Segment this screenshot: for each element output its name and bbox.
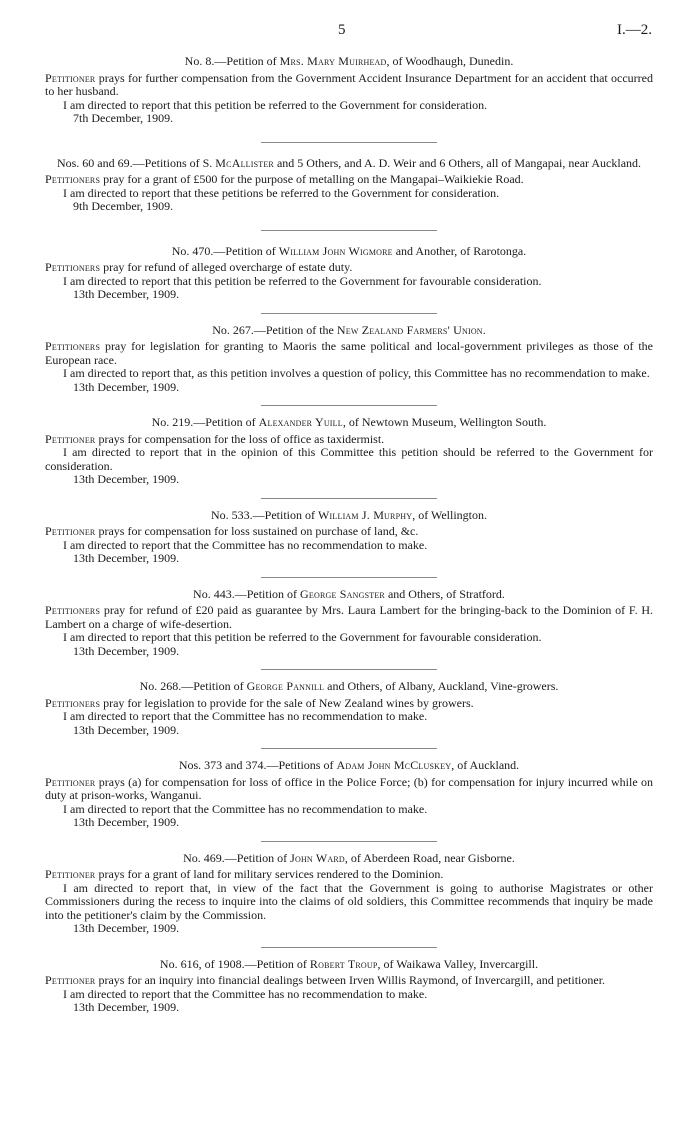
section-divider xyxy=(261,947,437,948)
petition-date: 13th December, 1909. xyxy=(73,643,180,658)
petition-body: Petitioner prays for an inquiry into financial dealings between Irven Willis Raymond, of Invercargill, and petitioner. xyxy=(45,973,606,987)
page-number: 5 xyxy=(338,22,346,38)
petitions-list xyxy=(45,55,653,1015)
petitioner-label: Petitioner xyxy=(45,973,96,987)
petition-title: No. 469.—Petition of John Ward, of Aberdeen Road, near Gisborne. xyxy=(183,850,515,865)
petition-date: 13th December, 1909. xyxy=(73,815,180,829)
petition-entry xyxy=(45,759,653,830)
section-divider xyxy=(261,669,437,670)
petition-entry xyxy=(45,416,653,487)
petitioner-name: Adam John McCluskey xyxy=(336,758,452,772)
petition-title: No. 219.—Petition of Alexander Yuill, of Newtown Museum, Wellington South. xyxy=(151,415,547,429)
section-divider xyxy=(261,405,437,406)
petition-date: 13th December, 1909. xyxy=(73,551,180,565)
petition-date: 13th December, 1909. xyxy=(73,379,180,394)
petition-body: Petitioners pray for refund of £20 paid as guarantee by Mrs. Laura Lambert for the bringing-back to the Dominion of F. H. Lambert on a charge of wife-desertion. xyxy=(45,603,653,631)
petition-title: No. 267.—Petition of the New Zealand Farmers' Union. xyxy=(212,322,486,337)
petitioner-label: Petitioner xyxy=(45,70,96,85)
section-divider xyxy=(261,841,437,842)
petitioner-name: Alexander Yuill xyxy=(258,415,343,429)
petition-report: I am directed to report that the Committee has no recommendation to make. xyxy=(63,537,428,552)
petition-report: I am directed to report that the Committee has no recommendation to make. xyxy=(63,709,428,723)
petition-entry xyxy=(45,157,653,214)
petition-body: Petitioners pray for legislation to provide for the sale of New Zealand wines by growers. xyxy=(45,695,474,710)
petition-report: I am directed to report that this petition be referred to the Government for favourable consideration. xyxy=(63,273,542,288)
document-reference: I.—2. xyxy=(617,22,652,38)
petition-body: Petitioners pray for a grant of £500 for the purpose of metalling on the Mangapai–Waikiekie Road. xyxy=(45,172,524,186)
petition-body: Petitioner prays for a grant of land for military services rendered to the Dominion. xyxy=(45,867,444,881)
petition-entry xyxy=(45,852,653,936)
petition-report: I am directed to report that in the opinion of this Committee this petition should be referred to the Government for consideration. xyxy=(45,445,653,473)
petition-date: 9th December, 1909. xyxy=(73,199,174,213)
petitioner-label: Petitioners xyxy=(45,339,101,353)
petition-report: I am directed to report that the Committee has no recommendation to make. xyxy=(63,986,428,1001)
section-divider xyxy=(261,748,437,749)
petitioner-label: Petitioner xyxy=(45,774,96,789)
petition-title: No. 533.—Petition of William J. Murphy, of Wellington. xyxy=(211,507,487,522)
page-header xyxy=(0,22,700,42)
petitioner-label: Petitioners xyxy=(45,172,101,186)
petition-body: Petitioner prays for compensation for the loss of office as taxidermist. xyxy=(45,431,385,446)
petition-date: 13th December, 1909. xyxy=(73,1000,180,1014)
petition-title: No. 616, of 1908.—Petition of Robert Troup, of Waikawa Valley, Invercargill. xyxy=(159,956,539,971)
petition-body: Petitioner prays for further compensation from the Government Accident Insurance Department for an accident that occurred to her husband. xyxy=(45,70,653,98)
petition-report: I am directed to report that the Committee has no recommendation to make. xyxy=(63,801,428,816)
petitioner-label: Petitioners xyxy=(45,695,101,710)
petition-title: No. 8.—Petition of Mrs. Mary Muirhead, of Woodhaugh, Dunedin. xyxy=(184,54,514,68)
section-divider xyxy=(261,230,437,231)
petitioner-label: Petitioners xyxy=(45,260,101,274)
petitioner-name: William J. Murphy xyxy=(318,507,413,522)
petitioner-name: William John Wigmore xyxy=(278,243,393,258)
petition-date: 13th December, 1909. xyxy=(73,472,180,486)
petitioner-name: Mrs. Mary Muirhead xyxy=(279,54,387,68)
petition-entry xyxy=(45,509,653,566)
petition-entry xyxy=(45,324,653,395)
petition-date: 7th December, 1909. xyxy=(73,111,174,125)
petition-body: Petitioners pray for legislation for granting to Maoris the same political and local-government privileges as those of the European race. xyxy=(45,339,653,367)
petitioner-label: Petitioner xyxy=(45,524,96,538)
petition-date: 13th December, 1909. xyxy=(73,921,180,935)
section-divider xyxy=(261,313,437,314)
petitioner-name: New Zealand Farmers' Union xyxy=(336,322,483,337)
petition-entry xyxy=(45,588,653,659)
petition-report: I am directed to report that these petitions be referred to the Government for consideration. xyxy=(63,185,500,200)
petition-entry xyxy=(45,680,653,737)
petition-title: Nos. 373 and 374.—Petitions of Adam John McCluskey, of Auckland. xyxy=(178,758,520,772)
section-divider xyxy=(261,142,437,143)
petition-entry xyxy=(45,55,653,126)
petition-title: No. 443.—Petition of George Sangster and Others, of Stratford. xyxy=(193,586,505,601)
petition-body: Petitioner prays for compensation for loss sustained on purchase of land, &c. xyxy=(45,524,419,538)
petition-date: 13th December, 1909. xyxy=(73,722,180,737)
petition-report: I am directed to report that, in view of the fact that the Government is going to authorise Magistrates or other Commissioners during the recess to inquire into the claims of old soldiers, this Committee recommends that inquiry be made into the petitioner's claim by the Commission. xyxy=(45,880,653,922)
petition-report: I am directed to report that this petition be referred to the Government for consideration. xyxy=(63,97,488,112)
section-divider xyxy=(261,577,437,578)
petition-body: Petitioners pray for refund of alleged overcharge of estate duty. xyxy=(45,260,353,274)
petitioner-name: Robert Troup xyxy=(309,956,378,971)
petitioner-name: John Ward xyxy=(290,850,345,865)
petition-title: No. 470.—Petition of William John Wigmore and Another, of Rarotonga. xyxy=(171,243,527,258)
petitioner-name: George Sangster xyxy=(300,586,385,601)
petition-title: No. 268.—Petition of George Pannill and Others, of Albany, Auckland, Vine-growers. xyxy=(139,679,559,693)
petitioner-label: Petitioner xyxy=(45,867,96,881)
petition-entry xyxy=(45,958,653,1015)
petition-title: Nos. 60 and 69.—Petitions of S. McAllister and 5 Others, and A. D. Weir and 6 Others, all of Mangapai, near Auckland. xyxy=(56,155,642,170)
petitioner-name: George Pannill xyxy=(246,679,325,693)
petitioner-label: Petitioners xyxy=(45,603,101,617)
section-divider xyxy=(261,498,437,499)
petition-entry xyxy=(45,245,653,302)
petition-report: I am directed to report that, as this petition involves a question of policy, this Committee has no recommendation to make. xyxy=(63,366,650,380)
petitioner-name: McAllister xyxy=(215,155,274,170)
petitioner-label: Petitioner xyxy=(45,431,96,446)
petition-report: I am directed to report that this petition be referred to the Government for favourable consideration. xyxy=(63,630,542,644)
petition-body: Petitioner prays (a) for compensation for loss of office in the Police Force; (b) for compensation for injury incurred while on duty at prison-works, Wanganui. xyxy=(45,774,653,802)
petition-date: 13th December, 1909. xyxy=(73,287,180,301)
